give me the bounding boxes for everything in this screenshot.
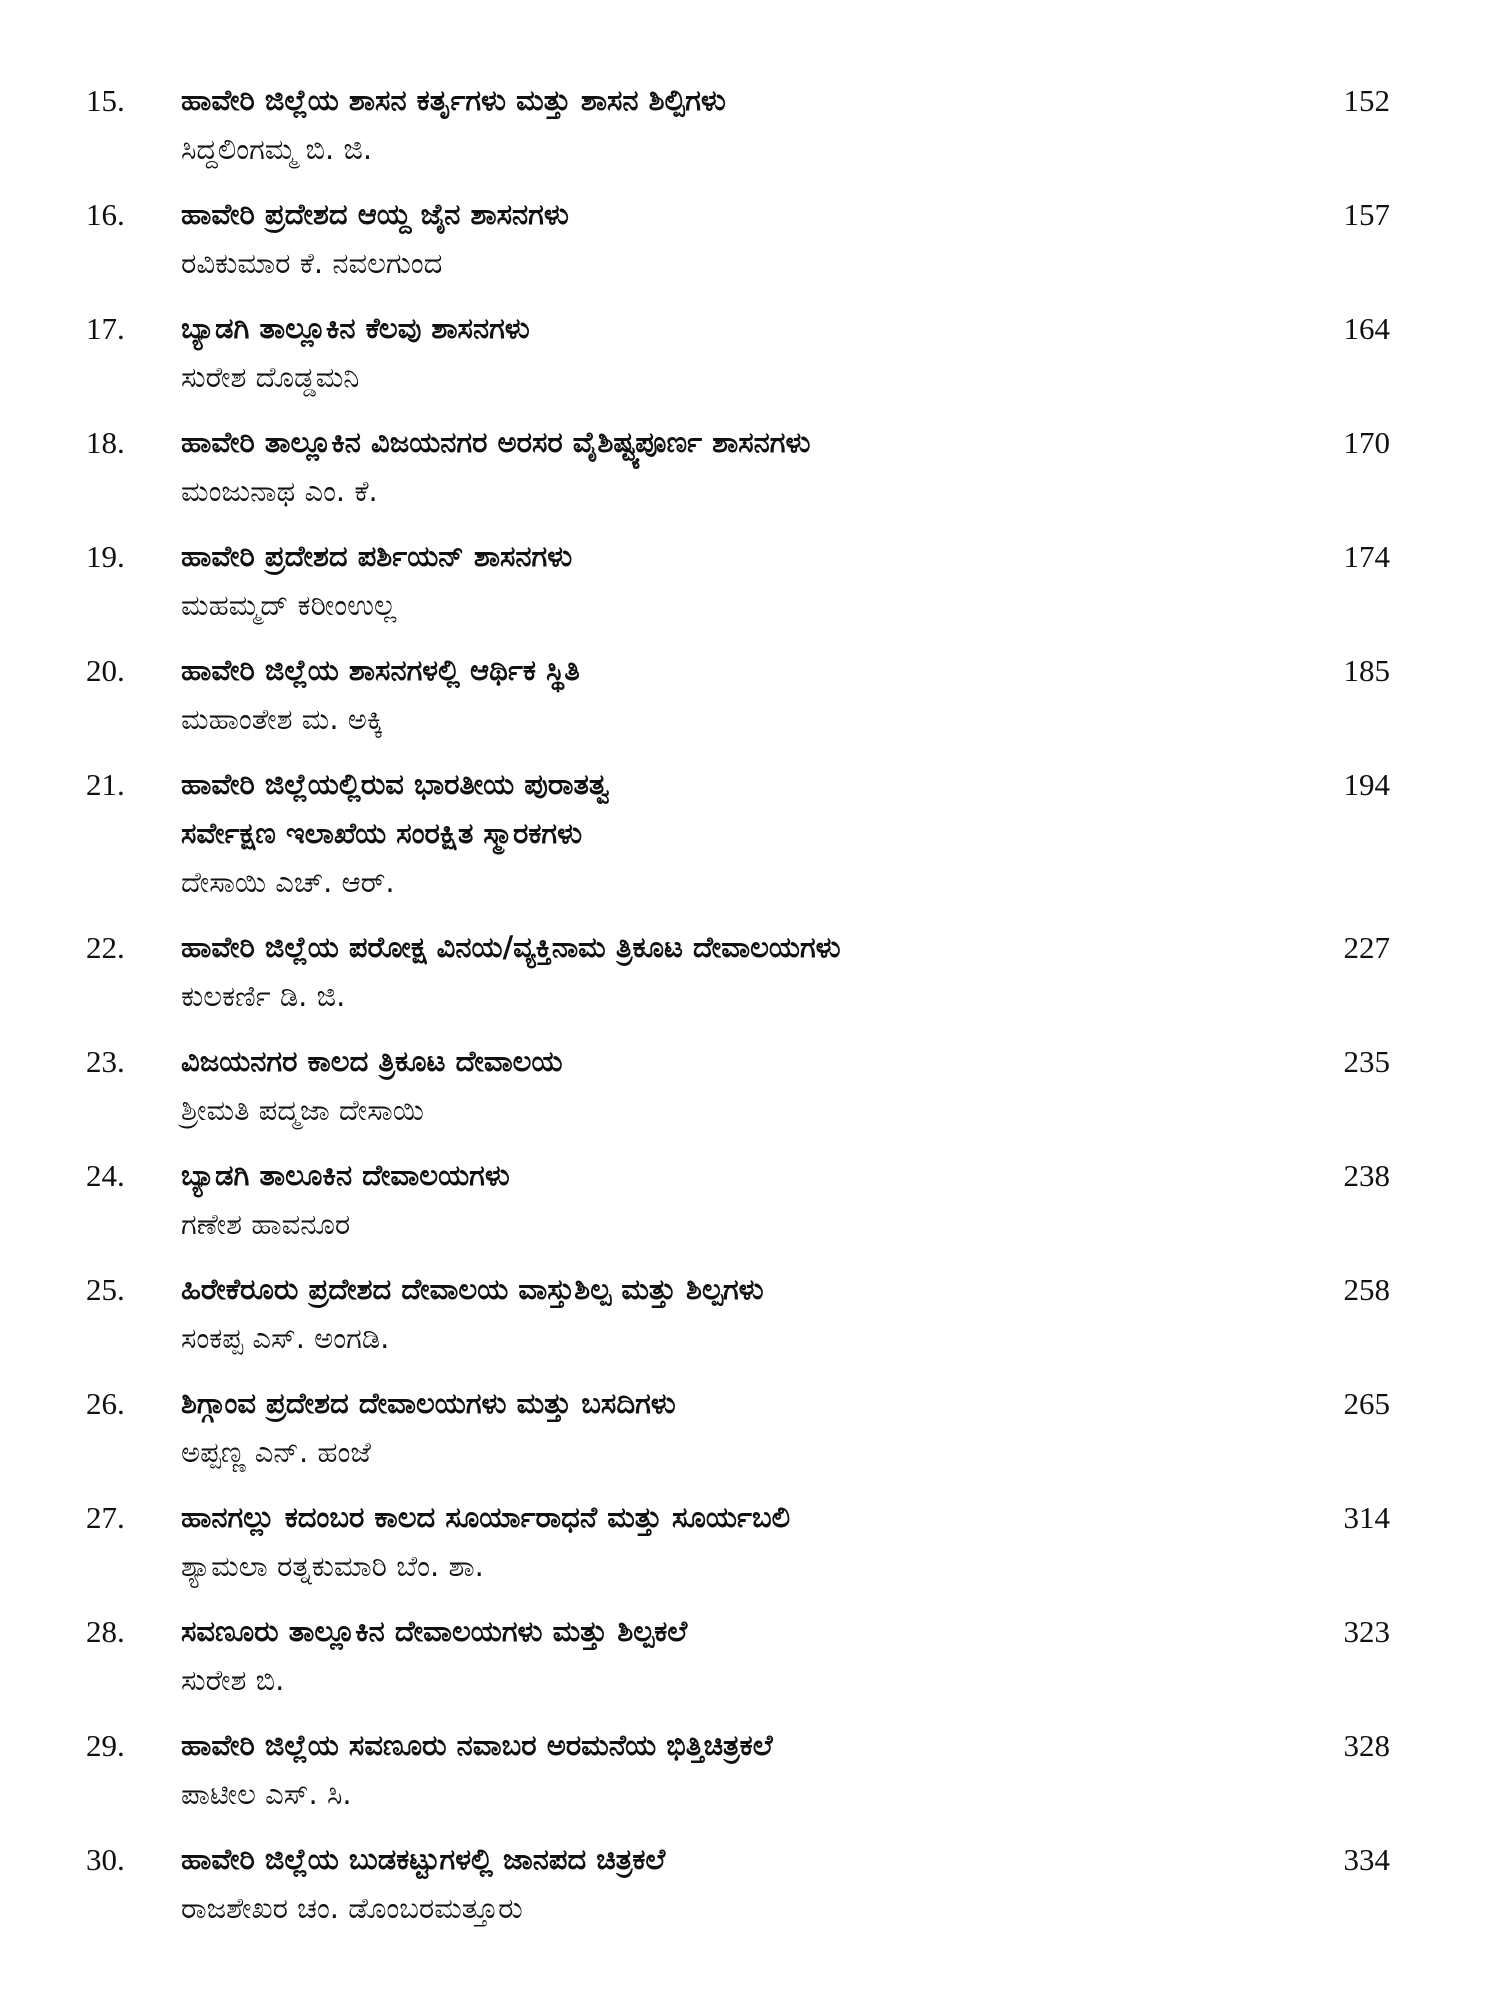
toc-entry bbox=[0, 1265, 1500, 1363]
entry-title: ಹಾನಗಲ್ಲು ಕದಂಬರ ಕಾಲದ ಸೂರ್ಯಾರಾಧನೆ ಮತ್ತು ಸೂರ್ಯಬಲಿ bbox=[181, 1500, 791, 1534]
entry-number: 23. bbox=[86, 1044, 125, 1079]
entry-title: ಹಾವೇರಿ ಜಿಲ್ಲೆಯ ಬುಡಕಟ್ಟುಗಳಲ್ಲಿ ಜಾನಪದ ಚಿತ್ರಕಲೆ bbox=[181, 1842, 666, 1876]
entry-author: ಅಪ್ಪಣ್ಣ ಎನ್. ಹಂಜೆ bbox=[181, 1435, 371, 1469]
entry-author: ರವಿಕುಮಾರ ಕೆ. ನವಲಗುಂದ bbox=[181, 246, 443, 280]
entry-title: ಬ್ಯಾಡಗಿ ತಾಲೂಕಿನ ದೇವಾಲಯಗಳು bbox=[181, 1158, 510, 1192]
toc-entry bbox=[0, 190, 1500, 288]
entry-number: 21. bbox=[86, 767, 125, 802]
entry-author: ಸುರೇಶ ದೊಡ್ಡಮನಿ bbox=[181, 360, 360, 394]
entry-title: ವಿಜಯನಗರ ಕಾಲದ ತ್ರಿಕೂಟ ದೇವಾಲಯ bbox=[181, 1044, 563, 1078]
entry-title: ಹಾವೇರಿ ಜಿಲ್ಲೆಯಲ್ಲಿರುವ ಭಾರತೀಯ ಪುರಾತತ್ವ bbox=[181, 767, 610, 801]
entry-page-number: 314 bbox=[1343, 1500, 1390, 1535]
toc-entry bbox=[0, 76, 1500, 174]
entry-author: ಮಹಾಂತೇಶ ಮ. ಅಕ್ಕಿ bbox=[181, 702, 384, 736]
entry-title: ಹಾವೇರಿ ತಾಲ್ಲೂಕಿನ ವಿಜಯನಗರ ಅರಸರ ವೈಶಿಷ್ಟ್ಯಪೂರ್ಣ ಶಾಸನಗಳು bbox=[181, 425, 811, 459]
entry-author: ಸುರೇಶ ಬಿ. bbox=[181, 1663, 285, 1697]
entry-page-number: 164 bbox=[1343, 311, 1390, 346]
entry-author: ಗಣೇಶ ಹಾವನೂರ bbox=[181, 1207, 351, 1241]
entry-title: ಹಾವೇರಿ ಜಿಲ್ಲೆಯ ಪರೋಕ್ಷ ವಿನಯ/ವ್ಯಕ್ತಿನಾಮ ತ್ರಿಕೂಟ ದೇವಾಲಯಗಳು bbox=[181, 930, 841, 964]
entry-author: ರಾಜಶೇಖರ ಚಂ. ಡೊಂಬರಮತ್ತೂರು bbox=[181, 1891, 523, 1925]
toc-entry bbox=[0, 1493, 1500, 1591]
entry-page-number: 194 bbox=[1343, 767, 1390, 802]
entry-author: ಮಹಮ್ಮದ್ ಕರೀಂಉಲ್ಲ bbox=[181, 588, 397, 622]
entry-page-number: 238 bbox=[1343, 1158, 1390, 1193]
toc-entry bbox=[0, 1835, 1500, 1933]
entry-page-number: 157 bbox=[1343, 197, 1390, 232]
entry-page-number: 258 bbox=[1343, 1272, 1390, 1307]
entry-number: 26. bbox=[86, 1386, 125, 1421]
entry-author: ಪಾಟೀಲ ಎಸ್. ಸಿ. bbox=[181, 1777, 352, 1811]
entry-number: 15. bbox=[86, 83, 125, 118]
entry-number: 17. bbox=[86, 311, 125, 346]
entry-author: ದೇಸಾಯಿ ಎಚ್. ಆರ್. bbox=[181, 865, 395, 899]
toc-entry bbox=[0, 923, 1500, 1021]
entry-page-number: 328 bbox=[1343, 1728, 1390, 1763]
toc-entry bbox=[0, 418, 1500, 516]
entry-number: 30. bbox=[86, 1842, 125, 1877]
entry-number: 25. bbox=[86, 1272, 125, 1307]
entry-page-number: 152 bbox=[1343, 83, 1390, 118]
entry-author: ಕುಲಕರ್ಣಿ ಡಿ. ಜಿ. bbox=[181, 979, 346, 1013]
entry-title: ಬ್ಯಾಡಗಿ ತಾಲ್ಲೂಕಿನ ಕೆಲವು ಶಾಸನಗಳು bbox=[181, 311, 530, 345]
toc-entry bbox=[0, 760, 1500, 907]
entry-number: 29. bbox=[86, 1728, 125, 1763]
entry-page-number: 185 bbox=[1343, 653, 1390, 688]
entry-page-number: 265 bbox=[1343, 1386, 1390, 1421]
toc-entry bbox=[0, 532, 1500, 630]
entry-page-number: 227 bbox=[1343, 930, 1390, 965]
toc-entry bbox=[0, 1379, 1500, 1477]
entry-number: 24. bbox=[86, 1158, 125, 1193]
entry-page-number: 334 bbox=[1343, 1842, 1390, 1877]
entry-page-number: 174 bbox=[1343, 539, 1390, 574]
entry-page-number: 235 bbox=[1343, 1044, 1390, 1079]
entry-title: ಹಾವೇರಿ ಜಿಲ್ಲೆಯ ಸವಣೂರು ನವಾಬರ ಅರಮನೆಯ ಭಿತ್ತಿಚಿತ್ರಕಲೆ bbox=[181, 1728, 773, 1762]
entry-author: ಸಂಕಪ್ಪ ಎಸ್. ಅಂಗಡಿ. bbox=[181, 1321, 390, 1355]
entry-title: ಹಾವೇರಿ ಜಿಲ್ಲೆಯ ಶಾಸನಗಳಲ್ಲಿ ಆರ್ಥಿಕ ಸ್ಥಿತಿ bbox=[181, 653, 580, 687]
entry-title: ಹಾವೇರಿ ಪ್ರದೇಶದ ಪರ್ಶಿಯನ್ ಶಾಸನಗಳು bbox=[181, 539, 573, 573]
entry-author: ಸಿದ್ದಲಿಂಗಮ್ಮ ಬಿ. ಜಿ. bbox=[181, 132, 373, 166]
entry-page-number: 170 bbox=[1343, 425, 1390, 460]
entry-number: 16. bbox=[86, 197, 125, 232]
entry-number: 22. bbox=[86, 930, 125, 965]
toc-entry bbox=[0, 1037, 1500, 1135]
entry-author: ಮಂಜುನಾಥ ಎಂ. ಕೆ. bbox=[181, 474, 378, 508]
entry-number: 28. bbox=[86, 1614, 125, 1649]
table-of-contents bbox=[0, 76, 1500, 1949]
entry-title: ಶಿಗ್ಗಾಂವ ಪ್ರದೇಶದ ದೇವಾಲಯಗಳು ಮತ್ತು ಬಸದಿಗಳು bbox=[181, 1386, 676, 1420]
entry-title: ಸರ್ವೇಕ್ಷಣ ಇಲಾಖೆಯ ಸಂರಕ್ಷಿತ ಸ್ಮಾರಕಗಳು bbox=[181, 816, 583, 850]
toc-entry bbox=[0, 646, 1500, 744]
toc-entry bbox=[0, 1607, 1500, 1705]
toc-entry bbox=[0, 1151, 1500, 1249]
entry-number: 19. bbox=[86, 539, 125, 574]
entry-page-number: 323 bbox=[1343, 1614, 1390, 1649]
entry-number: 27. bbox=[86, 1500, 125, 1535]
entry-title: ಹಾವೇರಿ ಪ್ರದೇಶದ ಆಯ್ದ ಜೈನ ಶಾಸನಗಳು bbox=[181, 197, 569, 231]
entry-number: 20. bbox=[86, 653, 125, 688]
toc-entry bbox=[0, 1721, 1500, 1819]
entry-author: ಶ್ಯಾಮಲಾ ರತ್ನಕುಮಾರಿ ಬೆಂ. ಶಾ. bbox=[181, 1549, 484, 1583]
toc-entry bbox=[0, 304, 1500, 402]
entry-number: 18. bbox=[86, 425, 125, 460]
entry-title: ಹಿರೇಕೆರೂರು ಪ್ರದೇಶದ ದೇವಾಲಯ ವಾಸ್ತುಶಿಲ್ಪ ಮತ್ತು ಶಿಲ್ಪಗಳು bbox=[181, 1272, 764, 1306]
entry-title: ಹಾವೇರಿ ಜಿಲ್ಲೆಯ ಶಾಸನ ಕರ್ತೃಗಳು ಮತ್ತು ಶಾಸನ ಶಿಲ್ಪಿಗಳು bbox=[181, 83, 726, 117]
entry-author: ಶ್ರೀಮತಿ ಪದ್ಮಜಾ ದೇಸಾಯಿ bbox=[181, 1093, 424, 1127]
entry-title: ಸವಣೂರು ತಾಲ್ಲೂಕಿನ ದೇವಾಲಯಗಳು ಮತ್ತು ಶಿಲ್ಪಕಲೆ bbox=[181, 1614, 688, 1648]
